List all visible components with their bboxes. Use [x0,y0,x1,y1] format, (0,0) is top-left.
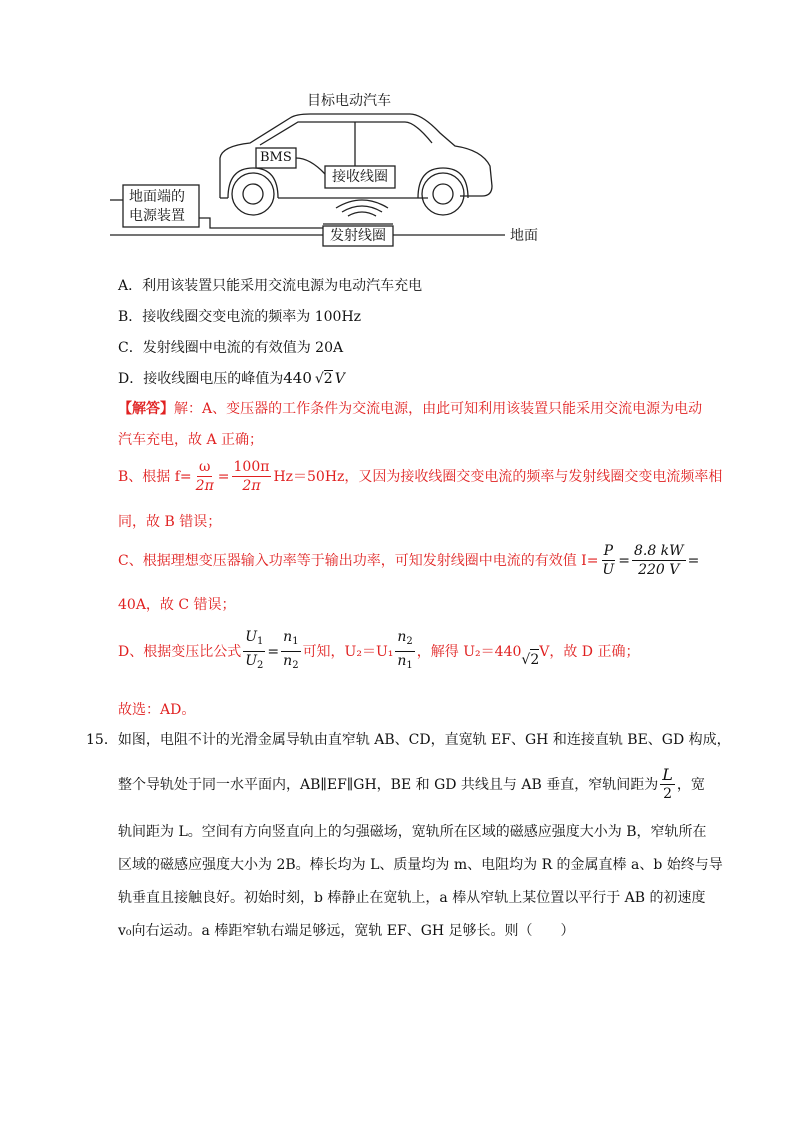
bms-wire [296,158,325,174]
wave-3 [336,200,388,208]
power-wire-right [199,218,325,228]
option-d-unit: V [334,371,345,387]
wireless-charging-diagram [110,88,538,268]
rear-wheel-hub [433,184,453,204]
answer-head: 【解答】 [118,401,174,417]
d-f1-num-sub: 1 [257,636,264,647]
c-frac2-den: 220 V [638,562,680,578]
d-f3-den: n [397,653,407,669]
car-drawing [110,88,530,268]
q15-fraction [660,766,675,803]
answer-a-line2: 汽车充电，故 A 正确； [118,432,264,448]
option-d-value: 440 [283,369,312,387]
d-f1-num: U [245,629,258,645]
answer-c-fraction-1 [600,542,616,579]
d-f1-den: U [245,653,258,669]
answer-b-line2: 同，故 B 错误； [118,514,222,530]
b-eq: = [217,468,230,485]
ground-power-label-2: 电源装置 [129,208,185,224]
option-b: B．接收线圈交变电流的频率为 100Hz [118,309,362,325]
b-frac2-num: 100π [233,459,270,475]
b-frac1-num: ω [199,459,211,475]
c-frac1-num: P [603,543,614,559]
q15-line5: 轨垂直且接触良好。初始时刻，b 棒静止在宽轨上，a 棒从窄轨上某位置以平行于 AB 的初速度 [118,890,706,906]
answer-d-fraction-2 [281,628,300,675]
answer-d-fraction-1 [243,628,265,675]
d-f3-num: n [397,629,407,645]
d-f2-num: n [283,629,293,645]
d-f1-den-sub: 2 [257,660,264,671]
bms-label: BMS [260,150,292,165]
c-frac1-den: U [602,562,615,578]
ground-label: 地面 [510,228,538,244]
answer-d-mid: 可知，U₂＝U₁ [302,643,394,660]
answer-b-suffix: Hz＝50Hz，又因为接收线圈交变电流的频率与发射线圈交变电流频率相 [273,468,723,485]
answer-d-suffix: V，故 D 正确； [539,643,640,660]
answer-d-line [118,628,639,675]
answer-d-mid2: ，解得 U₂＝440 [416,643,522,660]
front-wheel [232,173,274,215]
answer-b-fraction-2 [232,458,272,495]
answer-d-sqrt: 2 [530,649,539,670]
d-f2-den: n [283,653,293,669]
answer-c-fraction-2 [632,542,686,579]
answer-b-line1 [118,458,722,495]
answer-d-fraction-3 [395,628,414,675]
q15-frac-den: 2 [663,786,672,802]
q15-line6: v₀向右运动。a 棒距窄轨右端足够远，宽轨 EF、GH 足够长。则（ ） [118,923,575,939]
q15-line3: 轨间距为 L。空间有方向竖直向上的匀强磁场，宽轨所在区域的磁感应强度大小为 B，窄轨所在 [118,824,707,840]
answer-a-text: 解：A、变压器的工作条件为交流电源，由此可知利用该装置只能采用交流电源为电动 [174,401,703,417]
d-f3-den-sub: 1 [406,660,413,671]
d-f3-num-sub: 2 [406,636,413,647]
front-wheel-hub [243,184,263,204]
answer-c-line2: 40A，故 C 错误； [118,597,236,613]
option-d-prefix: D．接收线圈电压的峰值为 [118,371,284,387]
rear-wheel [422,173,464,215]
option-d-sqrt: 2 [323,371,333,387]
answer-c-line1 [118,542,699,579]
c-frac2-num: 8.8 kW [633,543,684,559]
answer-b-prefix: B、根据 f= [118,468,192,485]
q15-line2 [118,766,705,803]
c-eq: = [618,552,630,569]
d-sqrt-symbol: √ [521,651,531,668]
b-frac2-den: 2π [242,478,261,494]
q15-line2-suffix: ，宽 [676,776,705,793]
b-frac1-den: 2π [195,478,214,494]
d-f2-num-sub: 1 [292,636,299,647]
wave-1 [348,212,376,216]
q15-line4: 区域的磁感应强度大小为 2B。棒长均为 L、质量均为 m、电阻均为 R 的金属直棒 a、b 始终与导 [118,857,723,873]
q15-frac-num: L [662,765,673,784]
option-a: A．利用该装置只能采用交流电源为电动汽车充电 [118,278,423,294]
car-roof-inner [260,122,432,145]
ground-power-label-1: 地面端的 [129,189,185,205]
receive-coil-label: 接收线圈 [332,169,388,185]
answer-b-fraction-1 [194,458,216,495]
answer-choose: 故选：AD。 [118,702,196,718]
answer-a-line1 [118,399,702,419]
answer-c-prefix: C、根据理想变压器输入功率等于输出功率，可知发射线圈中电流的有效值 I= [118,552,599,569]
d-f2-den-sub: 2 [292,660,299,671]
transmit-coil-label: 发射线圈 [330,228,386,244]
c-tail: = [687,552,700,569]
car-title: 目标电动汽车 [307,93,391,109]
wave-2 [342,206,382,212]
option-c: C．发射线圈中电流的有效值为 20A [118,340,344,356]
answer-d-prefix: D、根据变压比公式 [118,643,242,660]
option-d [118,368,345,389]
sqrt-symbol: √ [314,371,324,387]
d-eq: = [267,643,280,660]
q15-line1: 15．如图，电阻不计的光滑金属导轨由直窄轨 AB、CD，直宽轨 EF、GH 和连接直轨 BE、GD 构成， [86,732,731,748]
q15-line2-prefix: 整个导轨处于同一水平面内，AB∥EF∥GH，BE 和 GD 共线且与 AB 垂直，窄轨间距为 [118,776,659,793]
